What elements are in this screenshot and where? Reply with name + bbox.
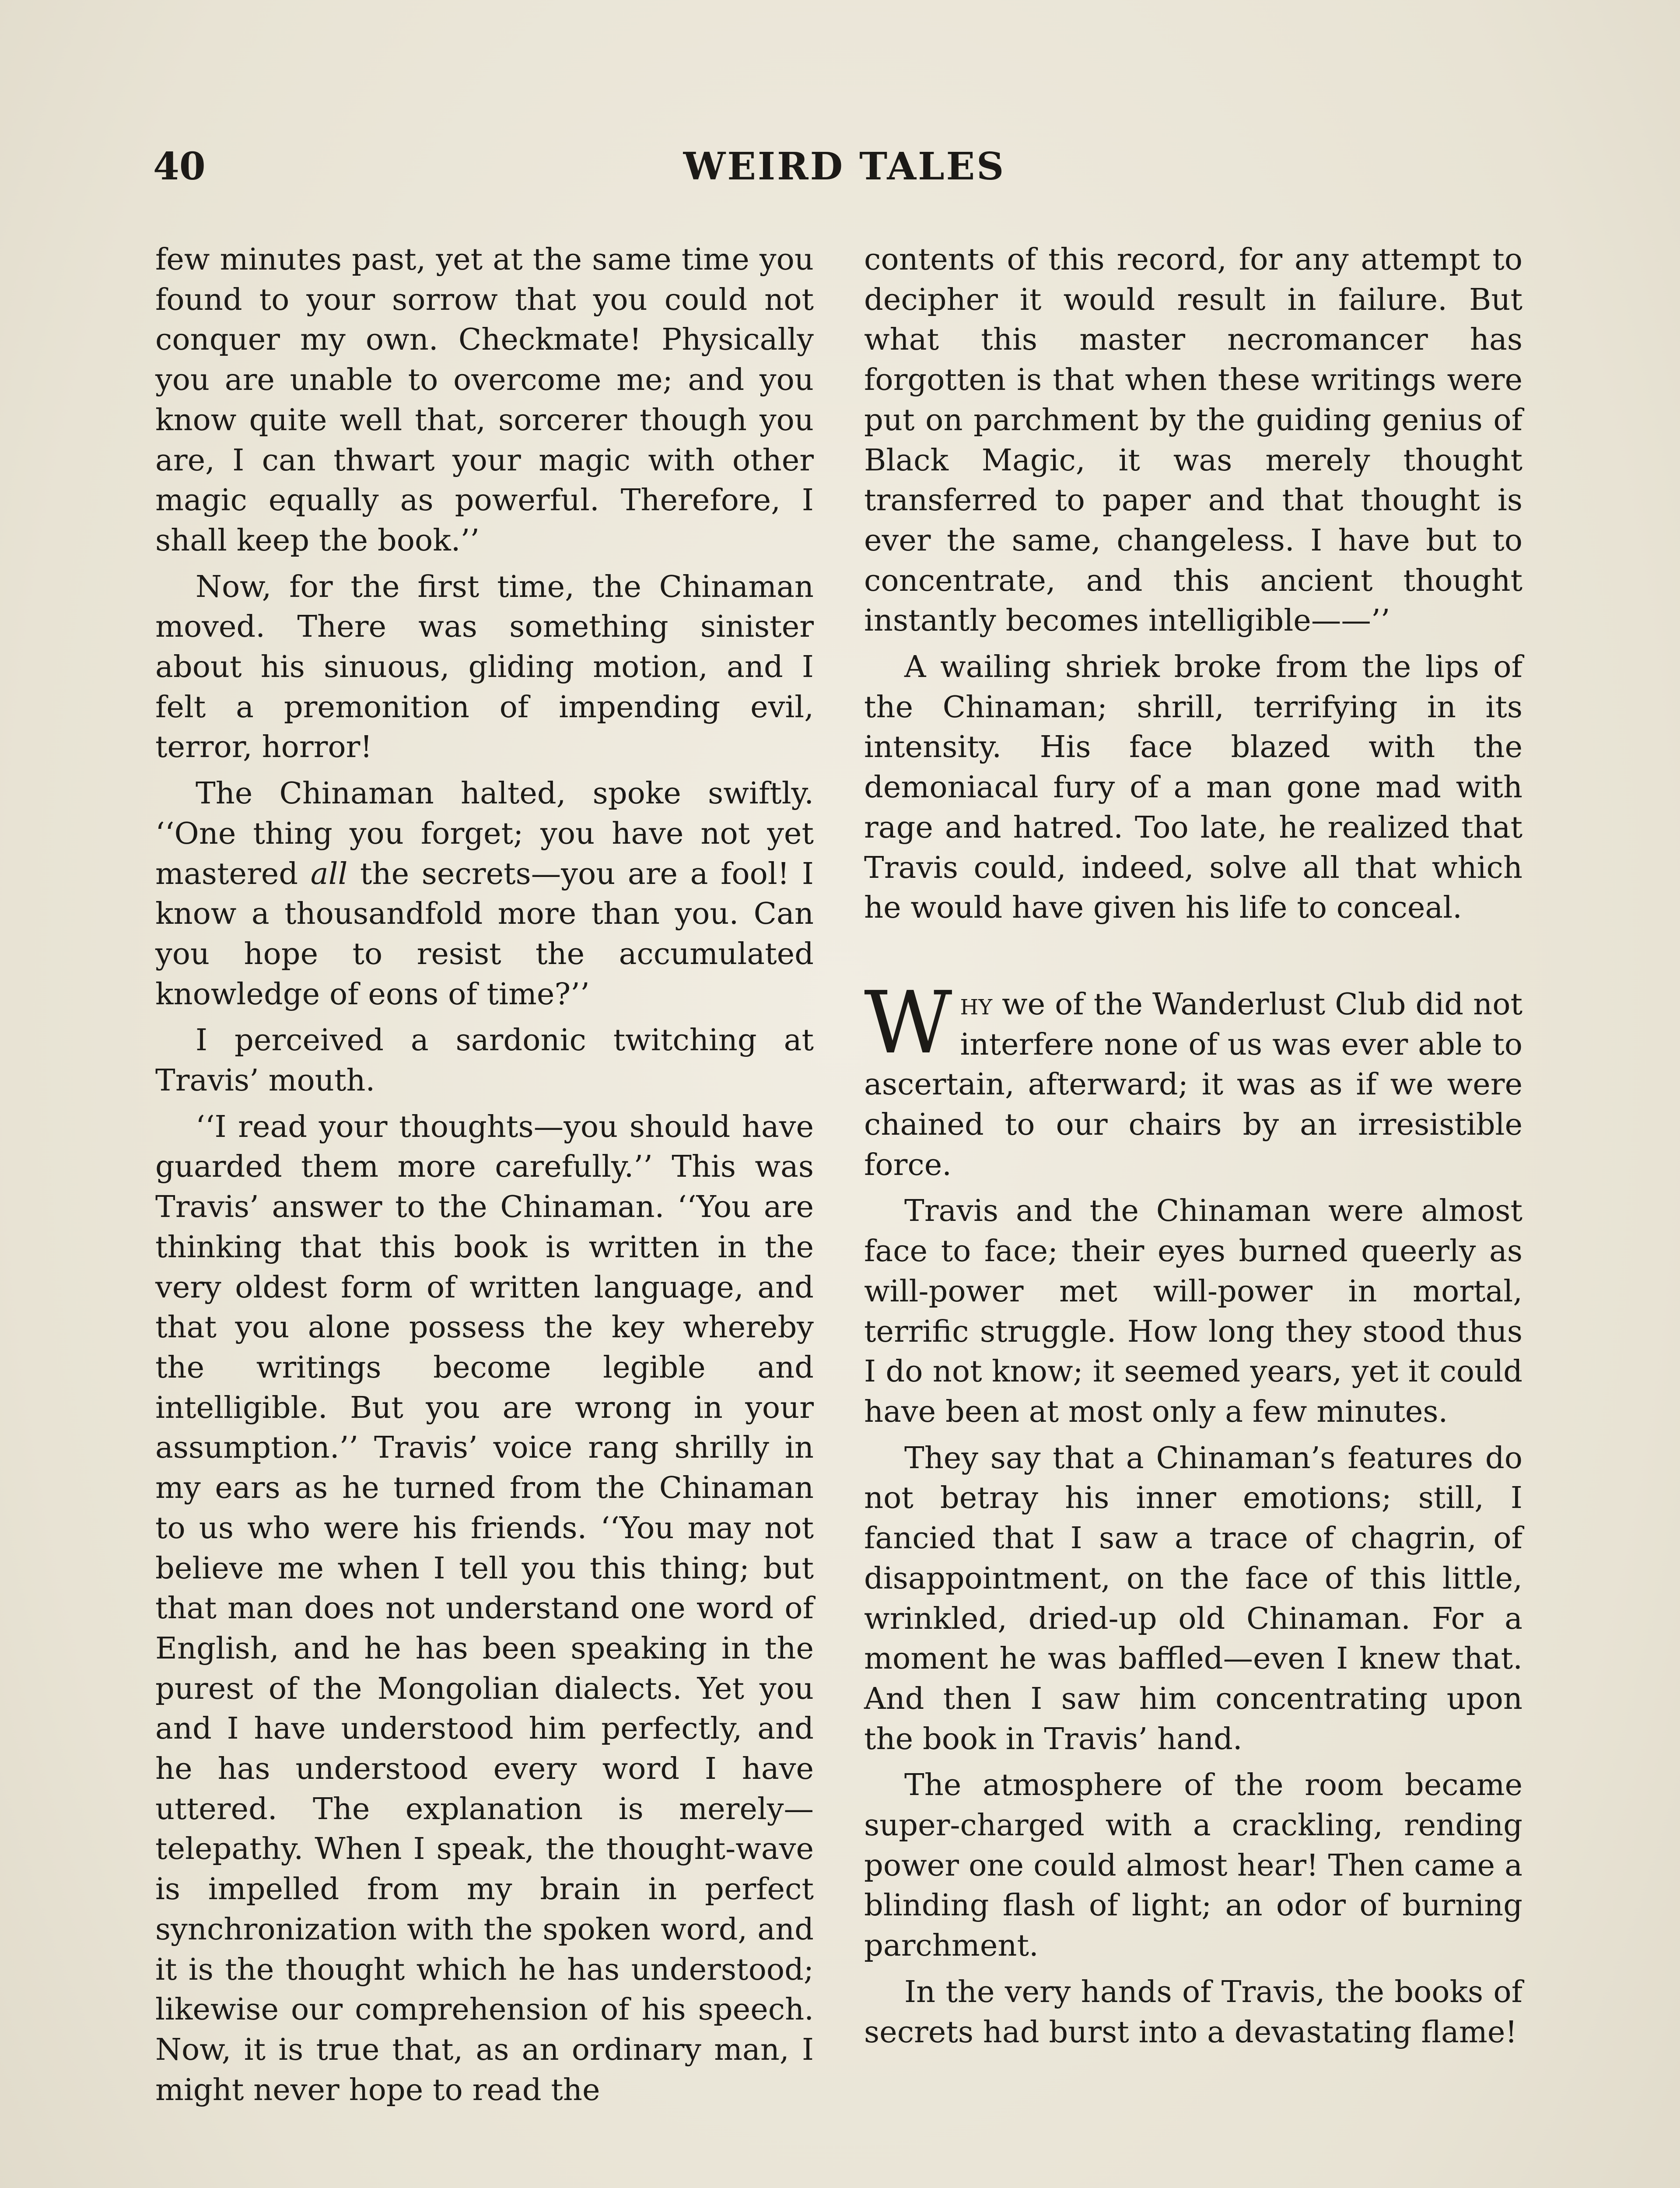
paragraph: Travis and the Chinaman were almost face to face; their eyes burned queerly as will-power met will-power in mortal, terrific struggle. How long they stood thus I do not know; it seemed years, yet it could have been at most only a few minutes. [864, 1193, 1522, 1429]
paragraph: contents of this record, for any attempt to decipher it would result in failure. But what this master necromancer has forgotten is that when these writings were put on parchment by the guiding genius of Black Magic, it was merely thought transferred to paper and that thought is ever the same, changeless. I have but to concentrate, and this ancient thought instantly becomes intelligible——’’ [864, 242, 1522, 638]
paragraph: few minutes past, yet at the same time you found to your sorrow that you could not conquer my own. Checkmate! Physically you are unable to overcome me; and you know quite well that, sorcerer though you are, I can thwart your magic with other magic equally as powerful. Therefore, I shall keep the book.’’ [155, 242, 814, 558]
paragraph: ‘‘I read your thoughts—you should have guarded them more carefully.’’ This was Travis’ answer to the Chinaman. ‘‘You are thinking that this book is written in the very oldest form of written language, and that you alone possess the key whereby the writings become legible and intelligible. But you are wrong in your assumption.’’ Travis’ voice rang shrilly in my ears as he turned from the Chinaman to us who were his friends. ‘‘You may not believe me when I tell you this thing; but that man does not understand one word of English, and he has been speaking in the purest of the Mongolian dialects. Yet you and I have understood him perfectly, and he has understood every word I have uttered. The explanation is merely—telepathy. When I speak, the thought-wave is impelled from my brain in perfect synchronization with the spoken word, and it is the thought which he has understood; likewise our comprehension of his speech. Now, it is true that, as an ordinary man, I might never hope to read the [155, 1109, 814, 2107]
left-column [155, 240, 814, 2110]
paragraph [155, 774, 814, 1014]
paragraph-text: we of the Wanderlust Club did not interfere none of us was ever able to ascertain, afterward; it was as if we were chained to our chairs by an irresistible force. [864, 986, 1522, 1182]
emphasized-word: all [310, 856, 348, 891]
page-number: 40 [153, 144, 206, 189]
paragraph-text: The Chinaman halted, spoke swiftly. ‘‘One thing you forget; you have not yet mastered [155, 776, 814, 891]
section-opening-paragraph [864, 973, 1522, 1185]
paragraph: In the very hands of Travis, the books of secrets had burst into a devastating flame! [864, 1974, 1522, 2050]
drop-cap: W [864, 973, 952, 1073]
paragraph: I perceived a sardonic twitching at Travis’ mouth. [155, 1023, 814, 1098]
right-column [864, 240, 1522, 2052]
paragraph-text: the secrets—you are a fool! I know a thousandfold more than you. Can you hope to resist the accumulated knowledge of eons of time?’’ [155, 856, 814, 1012]
section-break [864, 934, 1522, 985]
paragraph: Now, for the first time, the Chinaman moved. There was something sinister about his sinuous, gliding motion, and I felt a premonition of impending evil, terror, horror! [155, 569, 814, 765]
small-caps-text: hy [960, 986, 993, 1022]
running-head-title: WEIRD TALES [683, 144, 1006, 189]
paragraph: A wailing shriek broke from the lips of the Chinaman; shrill, terrifying in its intensity. His face blazed with the demoniacal fury of a man gone mad with rage and hatred. Too late, he realized that Travis could, indeed, solve all that which he would have given his life to conceal. [864, 649, 1522, 926]
paragraph: The atmosphere of the room became super-charged with a crackling, rending power one could almost hear! Then came a blinding flash of light; an odor of burning parchment. [864, 1767, 1522, 1964]
page-header [153, 144, 1536, 193]
paragraph: They say that a Chinaman’s features do not betray his inner emotions; still, I fancied that I saw a trace of chagrin, of disappointment, on the face of this little, wrinkled, dried-up old Chinaman. For a moment he was baffled—even I knew that. And then I saw him concentrating upon the book in Travis’ hand. [864, 1440, 1522, 1757]
